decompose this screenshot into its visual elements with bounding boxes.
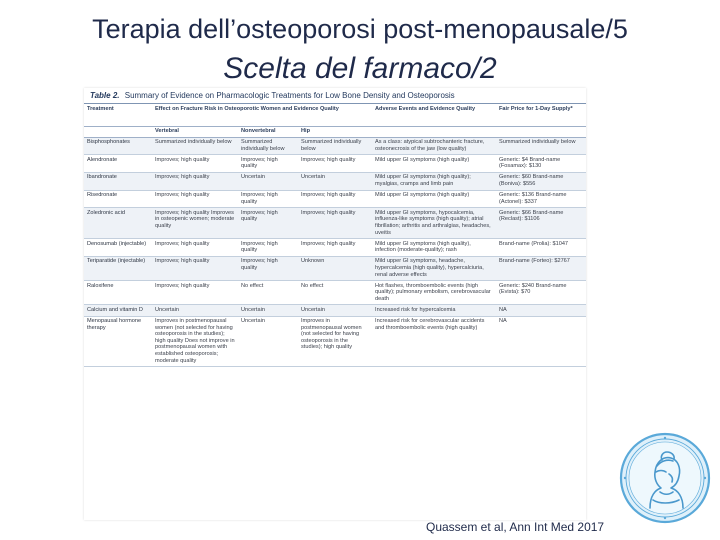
cell-nonvertebral: Uncertain (241, 174, 265, 181)
cell-nonvertebral: Uncertain (241, 306, 265, 313)
slide-subtitle: Scelta del farmaco/2 (223, 52, 497, 85)
cell-vertebral: Improves; high quality (155, 240, 210, 247)
cell-treatment: Zoledronic acid (87, 209, 125, 216)
evidence-table-figure (84, 88, 586, 520)
cell-price: Generic: $66 Brand-name (Reclast): $1106 (499, 209, 564, 223)
cell-price: Generic: $240 Brand-name (Evista): $70 (499, 282, 567, 296)
cell-adverse: Mild upper GI symptoms, hypocalcemia, influenza-like symptoms (high quality); atrial fibrillation; arthritis and arthralgias, headaches, uveitis (375, 209, 491, 236)
cell-price: Brand-name (Prolia): $1047 (499, 240, 569, 247)
cell-nonvertebral: Improves; high quality (241, 209, 278, 223)
cell-hip: Summarized individually below (301, 139, 362, 152)
cell-price: Generic: $60 Brand-name (Boniva): $556 (499, 174, 564, 188)
cell-hip: Improves in postmenopausal women (not selected for having osteoporosis in the studies); high quality (301, 318, 362, 351)
header-vertebral: Vertebral (152, 126, 238, 137)
cell-price: Generic: $136 Brand-name (Actonel): $337 (499, 192, 567, 205)
cell-adverse: Mild upper GI symptoms (high quality) (375, 192, 470, 199)
header-nonvertebral: Nonvertebral (238, 126, 298, 137)
cell-hip: Improves; high quality (301, 156, 356, 163)
cell-nonvertebral: Uncertain (241, 318, 265, 325)
header-blank (496, 126, 586, 137)
cell-vertebral: Improves in postmenopausal women (not selected for having osteoporosis in the studies); high quality Does not improve in postmenopausal women with established osteoporosis; moderate quality (155, 318, 235, 364)
cell-treatment: Ibandronate (87, 174, 117, 181)
cell-price: Generic: $4 Brand-name (Fosamax): $130 (499, 156, 561, 170)
cell-treatment: Risedronate (87, 192, 118, 199)
header-blank (372, 126, 496, 137)
table-row (84, 281, 586, 305)
cell-hip: Improves; high quality (301, 209, 356, 216)
table-row (84, 137, 586, 155)
table-caption-text: Summary of Evidence on Pharmacologic Treatments for Low Bone Density and Osteoporosis (124, 91, 455, 100)
cell-treatment: Bisphosphonates (87, 139, 130, 146)
table-row (84, 190, 586, 208)
table-label: Table 2. (90, 91, 120, 100)
header-adverse: Adverse Events and Evidence Quality (372, 104, 496, 126)
table-row (84, 316, 586, 367)
cell-adverse: Increased risk for hypercalcemia (375, 306, 456, 313)
cell-treatment: Denosumab (injectable) (87, 240, 147, 247)
cell-adverse: As a class: atypical subtrochanteric fracture, osteonecrosis of the jaw (low quality) (375, 139, 485, 152)
cell-adverse: Increased risk for cerebrovascular accidents and thromboembolic events (high quality) (375, 318, 485, 331)
header-treatment: Treatment (84, 104, 152, 126)
header-effect-group: Effect on Fracture Risk in Osteoporotic Women and Evidence Quality (152, 104, 372, 126)
cell-adverse: Hot flashes, thromboembolic events (high quality); pulmonary embolism, cerebrovascular death (375, 282, 491, 302)
cell-adverse: Mild upper GI symptoms, headache, hypercalcemia (high quality), hypercalciuria, renal adverse effects (375, 258, 484, 278)
slide-title: Terapia dell’osteoporosi post-menopausale/5 (92, 14, 628, 44)
table-body (84, 137, 586, 367)
cell-treatment: Teriparatide (injectable) (87, 258, 146, 265)
cell-hip: Unknown (301, 258, 325, 265)
cell-treatment: Raloxifene (87, 282, 114, 289)
cell-vertebral: Summarized individually below (155, 139, 232, 146)
cell-vertebral: Improves; high quality (155, 174, 210, 181)
cell-nonvertebral: Summarized individually below (241, 139, 285, 152)
cell-price: NA (499, 306, 507, 313)
cell-hip: Improves; high quality (301, 192, 356, 199)
cell-vertebral: Improves; high quality (155, 156, 210, 163)
cell-nonvertebral: No effect (241, 282, 264, 289)
citation: Quassem et al, Ann Int Med 2017 (426, 520, 605, 534)
cell-nonvertebral: Improves; high quality (241, 192, 278, 205)
table-row (84, 256, 586, 280)
cell-hip: Uncertain (301, 174, 325, 181)
cell-nonvertebral: Improves; high quality (241, 258, 278, 271)
cell-hip: Uncertain (301, 306, 325, 313)
classical-bust-medallion-icon (617, 430, 713, 526)
cell-price: NA (499, 318, 507, 325)
cell-treatment: Menopausal hormone therapy (87, 318, 142, 331)
evidence-table (84, 104, 586, 367)
table-caption (84, 88, 586, 104)
cell-treatment: Alendronate (87, 156, 118, 163)
cell-vertebral: Improves; high quality (155, 258, 210, 265)
cell-vertebral: Improves; high quality (155, 282, 210, 289)
header-hip: Hip (298, 126, 372, 137)
cell-vertebral: Improves; high quality Improves in osteopenic women; moderate quality (155, 209, 235, 230)
cell-adverse: Mild upper GI symptoms (high quality) (375, 156, 470, 163)
table-row (84, 239, 586, 257)
cell-hip: No effect (301, 282, 324, 289)
header-blank (84, 126, 152, 137)
cell-vertebral: Improves; high quality (155, 192, 210, 199)
table-row (84, 305, 586, 316)
cell-adverse: Mild upper GI symptoms (high quality); myalgias, cramps and limb pain (375, 174, 471, 188)
cell-nonvertebral: Improves; high quality (241, 240, 278, 254)
header-price: Fair Price for 1-Day Supply* (496, 104, 586, 126)
cell-vertebral: Uncertain (155, 306, 179, 313)
table-row (84, 172, 586, 190)
cell-adverse: Mild upper GI symptoms (high quality), infection (moderate-quality); rash (375, 240, 471, 254)
cell-hip: Improves; high quality (301, 240, 356, 247)
table-row (84, 208, 586, 239)
table-row (84, 155, 586, 173)
cell-price: Brand-name (Forteo): $2767 (499, 258, 570, 265)
cell-nonvertebral: Improves; high quality (241, 156, 278, 170)
cell-price: Summarized individually below (499, 139, 576, 146)
cell-treatment: Calcium and vitamin D (87, 306, 143, 313)
